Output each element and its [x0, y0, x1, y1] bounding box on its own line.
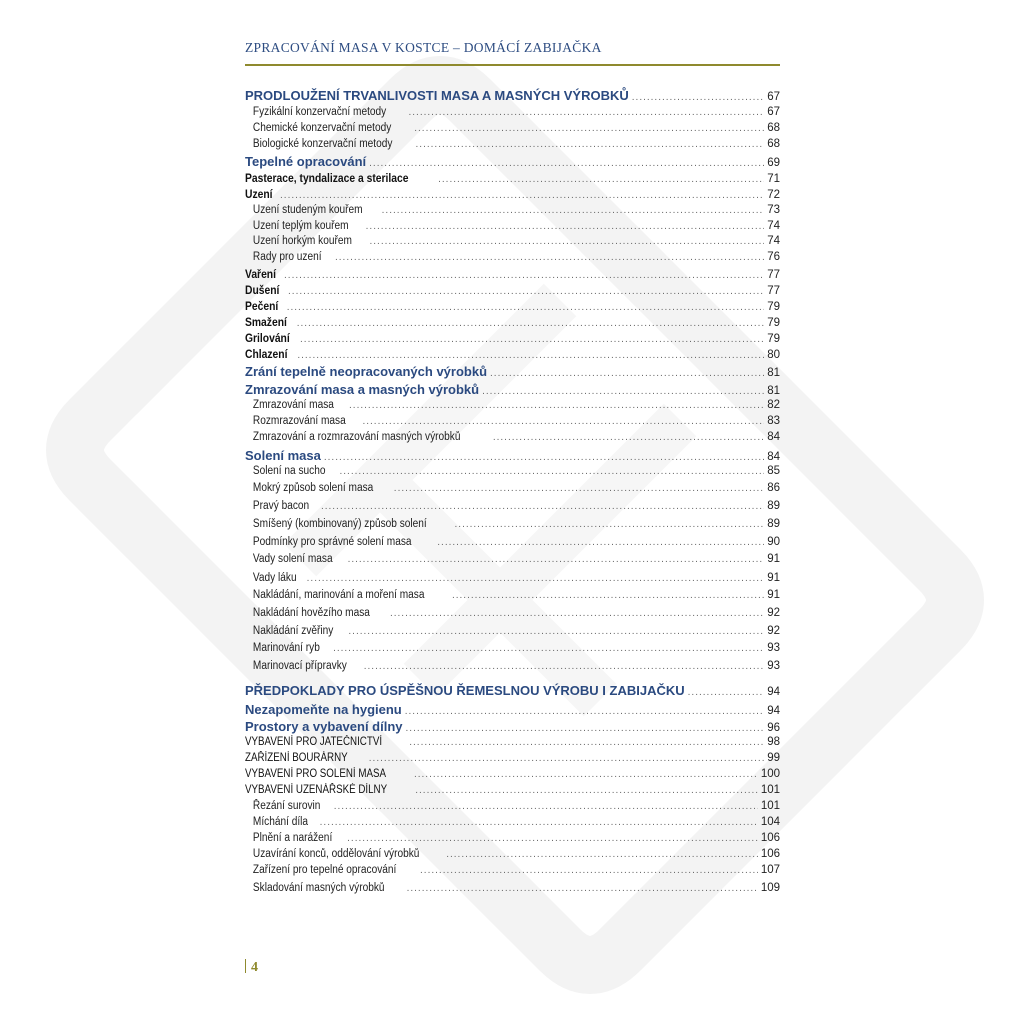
toc-entry-title: Rady pro uzení: [252, 251, 322, 263]
toc-entry-title: Smíšený (kombinovaný) způsob solení: [252, 518, 427, 530]
toc-entry: [245, 155, 780, 170]
toc-entry: [245, 785, 780, 797]
toc-entry: [245, 449, 780, 464]
toc-entry-title: Pečení: [245, 299, 279, 313]
toc-entry-page: 77: [767, 269, 780, 281]
toc-entry: [245, 348, 780, 362]
toc-leader-dots: [406, 724, 765, 734]
toc-entry-title: Uzení teplým kouřem: [252, 220, 349, 232]
toc-entry-title: Zmrazování a rozmrazování masných výrobků: [252, 431, 461, 443]
toc-entry-title: Podmínky pro správné solení masa: [252, 536, 412, 548]
toc-leader-dots: [297, 351, 764, 361]
toc-entry-title: Biologické konzervační metody: [252, 138, 393, 150]
toc-entry-title: Uzení studeným kouřem: [252, 204, 363, 216]
toc-entry-title: Vaření: [245, 267, 276, 281]
toc-leader-dots: [382, 206, 765, 216]
toc-entry-title: Řezání surovin: [252, 800, 321, 812]
toc-leader-dots: [437, 538, 764, 548]
toc-entry-page: 106: [760, 848, 780, 860]
toc-leader-dots: [452, 591, 764, 601]
page-footer: [245, 959, 258, 976]
toc-entry-title: Pravý bacon: [252, 500, 310, 512]
toc-entry-title: Uzení horkým kouřem: [252, 235, 352, 247]
toc-entry: [245, 236, 780, 248]
toc-leader-dots: [297, 319, 765, 329]
toc-leader-dots: [407, 884, 758, 894]
toc-entry: [245, 801, 780, 813]
toc-leader-dots: [288, 287, 764, 297]
toc-entry-page: 98: [767, 736, 780, 748]
toc-leader-dots: [408, 108, 764, 118]
toc-entry: [245, 626, 780, 638]
toc-entry-page: 68: [767, 138, 780, 150]
toc-entry-page: 92: [767, 625, 780, 637]
toc-leader-dots: [349, 401, 764, 411]
toc-entry-page: 90: [767, 536, 780, 548]
toc-entry: [245, 643, 780, 655]
toc-entry: [245, 172, 780, 186]
toc-entry-title: Skladování masných výrobků: [252, 882, 385, 894]
toc-leader-dots: [284, 271, 764, 281]
toc-entry-title: Chemické konzervační metody: [252, 122, 392, 134]
toc-entry: [245, 188, 780, 202]
toc-entry-page: 84: [767, 451, 780, 463]
toc-entry-page: 109: [760, 882, 780, 894]
toc-entry: [245, 332, 780, 346]
toc-leader-dots: [321, 502, 764, 512]
toc-entry: [245, 537, 780, 549]
toc-leader-dots: [348, 627, 764, 637]
toc-entry: [245, 519, 780, 531]
toc-entry-page: 79: [767, 317, 780, 329]
toc-entry: [245, 865, 780, 877]
page-number: 4: [251, 960, 258, 975]
toc-entry-page: 99: [767, 752, 780, 764]
toc-entry-page: 81: [767, 367, 780, 379]
toc-entry: [245, 590, 780, 602]
toc-entry: [245, 205, 780, 217]
toc-entry: [245, 554, 780, 566]
toc-entry: [245, 300, 780, 314]
toc-entry: [245, 737, 780, 749]
toc-entry-title: Tepelné opracování: [245, 154, 367, 169]
toc-entry-title: VYBAVENÍ PRO JATEČNICTVÍ: [245, 736, 383, 748]
toc-leader-dots: [688, 688, 765, 698]
toc-entry-title: Vady láku: [252, 572, 297, 584]
toc-entry: [245, 608, 780, 620]
toc-entry-title: Zmrazování masa a masných výrobků: [245, 382, 480, 397]
toc-entry: [245, 107, 780, 119]
toc-entry-title: Rozmrazování masa: [252, 415, 346, 427]
toc-entry-title: Nakládání hovězího masa: [252, 607, 370, 619]
toc-entry-title: Zrání tepelně neopracovaných výrobků: [245, 364, 488, 379]
toc-entry: [245, 883, 780, 895]
toc-entry-title: Smažení: [245, 315, 287, 329]
toc-leader-dots: [280, 191, 764, 201]
toc-leader-dots: [364, 662, 764, 672]
toc-entry-title: PŘEDPOKLADY PRO ÚSPĚŠNOU ŘEMESLNOU VÝROBU I ZABIJAČKU: [245, 683, 685, 698]
toc-leader-dots: [333, 644, 764, 654]
toc-leader-dots: [438, 175, 764, 185]
toc-entry: [245, 466, 780, 478]
toc-entry-page: 67: [767, 91, 780, 103]
toc-entry-page: 80: [767, 349, 780, 361]
toc-entry-title: Mokrý způsob solení masa: [252, 482, 374, 494]
toc-entry-page: 91: [767, 572, 780, 584]
toc-entry: [245, 365, 780, 380]
toc-entry-page: 79: [767, 333, 780, 345]
toc-entry-title: VYBAVENÍ PRO SOLENÍ MASA: [245, 768, 387, 780]
toc-entry-page: 85: [767, 465, 780, 477]
toc-entry-page: 101: [760, 784, 780, 796]
toc-leader-dots: [414, 770, 758, 780]
toc-leader-dots: [490, 369, 764, 379]
toc-leader-dots: [493, 433, 764, 443]
toc-entry-title: Marinování ryb: [252, 642, 320, 654]
toc-entry-page: 94: [767, 705, 780, 717]
toc-entry: [245, 720, 780, 735]
toc-entry-page: 86: [767, 482, 780, 494]
toc-leader-dots: [348, 555, 765, 565]
toc-entry-title: Dušení: [245, 283, 280, 297]
toc-leader-dots: [347, 834, 758, 844]
toc-entry-title: Nezapomeňte na hygienu: [245, 702, 402, 717]
toc-entry: [245, 769, 780, 781]
toc-entry-page: 84: [767, 431, 780, 443]
toc-entry: [245, 753, 780, 765]
toc-entry: [245, 383, 780, 398]
toc-entry-title: PRODLOUŽENÍ TRVANLIVOSTI MASA A MASNÝCH VÝROBKŮ: [245, 88, 629, 103]
toc-entry-title: Marinovací přípravky: [252, 660, 347, 672]
toc-entry-title: Solení masa: [245, 448, 321, 463]
toc-entry-title: Uzavírání konců, oddělování výrobků: [252, 848, 420, 860]
toc-entry-page: 68: [767, 122, 780, 134]
toc-entry: [245, 400, 780, 412]
toc-entry: [245, 684, 780, 699]
toc-entry-page: 104: [760, 816, 780, 828]
toc-entry-title: Chlazení: [245, 347, 288, 361]
toc-leader-dots: [362, 417, 764, 427]
toc-leader-dots: [369, 754, 764, 764]
toc-entry-page: 91: [767, 553, 780, 565]
toc-entry-title: Plnění a narážení: [252, 832, 333, 844]
toc-entry-page: 94: [767, 686, 780, 698]
toc-entry: [245, 268, 780, 282]
toc-entry-page: 106: [760, 832, 780, 844]
toc-entry: [245, 661, 780, 673]
toc-leader-dots: [409, 738, 764, 748]
toc-entry-page: 82: [767, 399, 780, 411]
toc-leader-dots: [320, 818, 758, 828]
toc-leader-dots: [414, 124, 764, 134]
toc-entry: [245, 89, 780, 104]
toc-entry-page: 89: [767, 500, 780, 512]
toc-leader-dots: [369, 159, 764, 169]
toc-entry: [245, 432, 780, 444]
toc-entry-title: Nakládání, marinování a moření masa: [252, 589, 425, 601]
toc-entry: [245, 252, 780, 264]
toc-entry-title: ZAŘÍZENÍ BOURÁRNY: [245, 752, 348, 764]
toc-entry-title: Zmrazování masa: [252, 399, 334, 411]
toc-leader-dots: [307, 574, 765, 584]
page-header: [245, 40, 780, 56]
toc-leader-dots: [390, 609, 764, 619]
toc-entry-page: 93: [767, 660, 780, 672]
toc-entry-page: 92: [767, 607, 780, 619]
toc-entry: [245, 501, 780, 513]
toc-entry-page: 72: [767, 189, 780, 201]
toc-leader-dots: [394, 484, 764, 494]
toc-leader-dots: [334, 802, 758, 812]
toc-entry-title: Grilování: [245, 331, 290, 345]
footer-bar: [245, 959, 246, 973]
toc-entry-page: 83: [767, 415, 780, 427]
running-title: ZPRACOVÁNÍ MASA V KOSTCE – DOMÁCÍ ZABIJAČKA: [245, 40, 602, 55]
toc-entry-page: 77: [767, 285, 780, 297]
toc-entry: [245, 416, 780, 428]
toc-entry-page: 69: [767, 157, 780, 169]
toc-entry-page: 74: [767, 235, 780, 247]
toc-entry-title: Fyzikální konzervační metody: [252, 106, 387, 118]
toc-leader-dots: [369, 237, 764, 247]
toc-entry-page: 89: [767, 518, 780, 530]
toc-entry-title: Solení na sucho: [252, 465, 326, 477]
toc-leader-dots: [335, 253, 764, 263]
toc-entry: [245, 139, 780, 151]
toc-entry: [245, 123, 780, 135]
toc-entry: [245, 284, 780, 298]
toc-leader-dots: [300, 335, 764, 345]
toc-entry: [245, 316, 780, 330]
toc-entry-page: 71: [767, 173, 780, 185]
toc-leader-dots: [415, 786, 758, 796]
toc-leader-dots: [416, 140, 765, 150]
toc-entry-title: Prostory a vybavení dílny: [245, 719, 403, 734]
toc-leader-dots: [324, 453, 764, 463]
toc-entry: [245, 703, 780, 718]
toc-leader-dots: [482, 387, 764, 397]
toc-entry-page: 76: [767, 251, 780, 263]
toc-entry-title: Nakládání zvěřiny: [252, 625, 334, 637]
header-rule: [245, 64, 780, 66]
toc-leader-dots: [632, 93, 764, 103]
toc-entry: [245, 483, 780, 495]
toc-leader-dots: [287, 303, 765, 313]
toc-entry: [245, 573, 780, 585]
toc-entry: [245, 221, 780, 233]
toc-leader-dots: [339, 467, 764, 477]
toc-entry-page: 79: [767, 301, 780, 313]
toc-leader-dots: [405, 707, 764, 717]
toc-entry-page: 67: [767, 106, 780, 118]
toc-entry-title: Uzení: [245, 187, 273, 201]
toc-entry-page: 74: [767, 220, 780, 232]
toc-entry-title: Míchání díla: [252, 816, 309, 828]
toc-entry-page: 73: [767, 204, 780, 216]
toc-entry: [245, 833, 780, 845]
toc-entry-page: 107: [760, 864, 780, 876]
toc-leader-dots: [455, 520, 765, 530]
toc-leader-dots: [446, 850, 758, 860]
toc-leader-dots: [420, 866, 758, 876]
toc-leader-dots: [366, 222, 765, 232]
toc-entry-title: Vady solení masa: [252, 553, 333, 565]
toc-entry-page: 96: [767, 722, 780, 734]
toc-entry-page: 101: [760, 800, 780, 812]
toc-entry-page: 100: [760, 768, 780, 780]
toc-entry: [245, 817, 780, 829]
toc-entry-page: 91: [767, 589, 780, 601]
toc-entry-title: Zařízení pro tepelné opracování: [252, 864, 397, 876]
toc-entry-page: 81: [767, 385, 780, 397]
toc-entry-title: Pasterace, tyndalizace a sterilace: [245, 171, 409, 185]
toc-entry-page: 93: [767, 642, 780, 654]
toc-entry-title: VYBAVENÍ UZENÁŘSKÉ DÍLNY: [245, 784, 388, 796]
toc-entry: [245, 849, 780, 861]
